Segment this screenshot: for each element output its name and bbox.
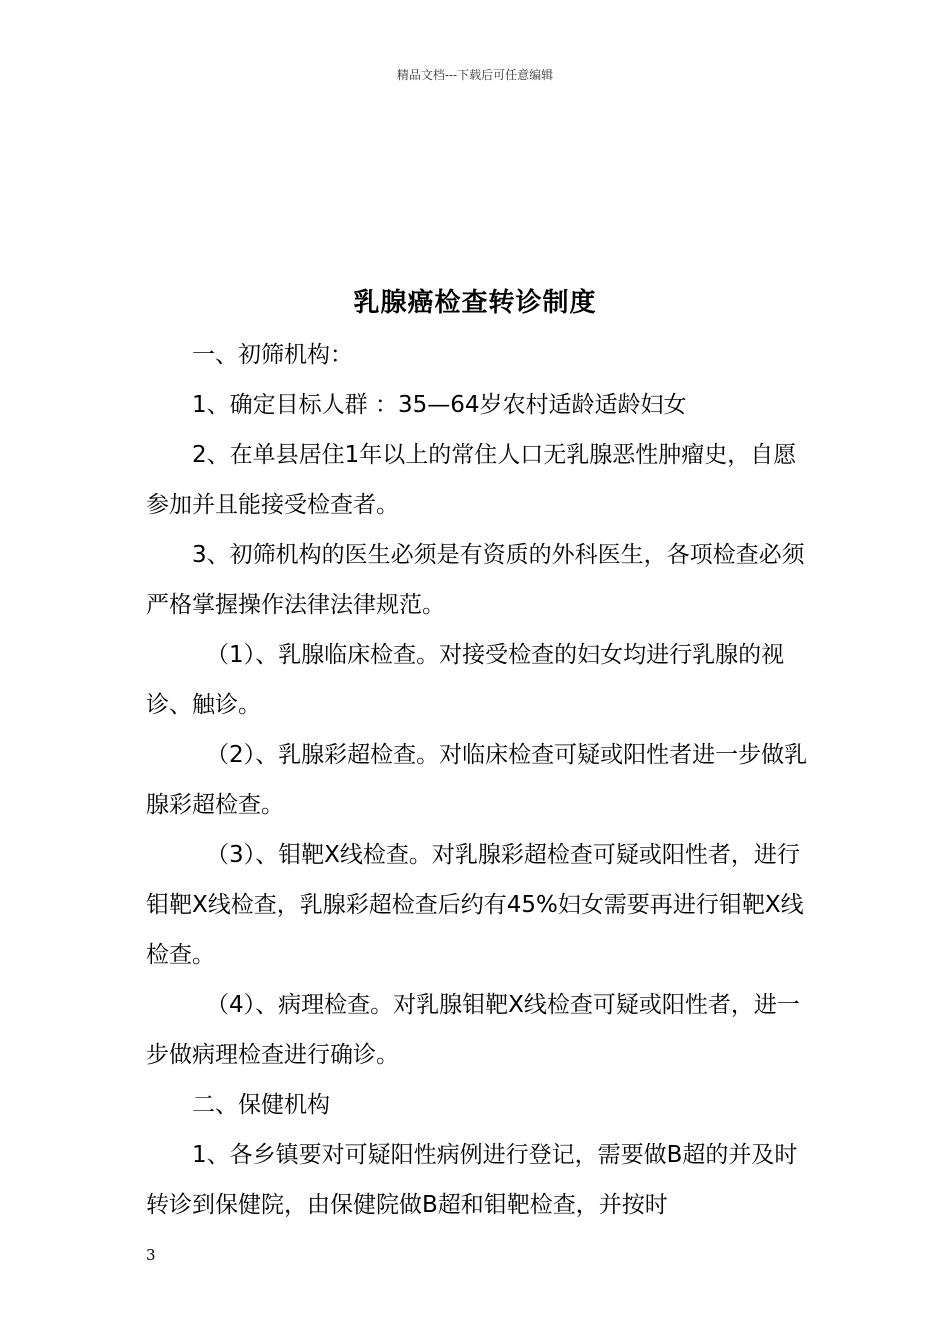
paragraph-doctor-qualification: 3、初筛机构的医生必须是有资质的外科医生，各项检查必须严格掌握操作法律法律规范。 (146, 542, 805, 618)
paragraph-ultrasound-exam: （2）、乳腺彩超检查。对临床检查可疑或阳性者进一步做乳腺彩超检查。 (146, 742, 808, 818)
paragraph-township-registration: 1、各乡镇要对可疑阳性病例进行登记，需要做B超的并及时转诊到保健院，由保健院做B超和钼靶检查，并按时 (146, 1142, 798, 1218)
section-heading-screening: 一、初筛机构： (192, 342, 353, 368)
paragraph-target-population: 1、确定目标人群 ：35—64岁农村适龄适龄妇女 (192, 392, 687, 418)
page-header-note: 精品文档---下载后可任意编辑 (396, 68, 554, 82)
section-heading-healthcare: 二、保健机构 (192, 1092, 330, 1118)
paragraph-xray-exam: （3）、钼靶X线检查。对乳腺彩超检查可疑或阳性者，进行钼靶X线检查，乳腺彩超检查后约有45%妇女需要再进行钼靶X线检查。 (146, 842, 804, 968)
paragraph-clinical-exam: （1）、乳腺临床检查。对接受检查的妇女均进行乳腺的视诊、触诊。 (146, 642, 785, 718)
paragraph-residency: 2、在单县居住1年以上的常住人口无乳腺恶性肿瘤史，自愿参加并且能接受检查者。 (146, 442, 797, 518)
paragraph-pathology-exam: （4）、病理检查。对乳腺钼靶X线检查可疑或阳性者，进一步做病理检查进行确诊。 (146, 992, 800, 1068)
document-body (146, 330, 818, 1230)
page-number: 3 (146, 1246, 156, 1264)
document-title: 乳腺癌检查转诊制度 (353, 288, 597, 318)
